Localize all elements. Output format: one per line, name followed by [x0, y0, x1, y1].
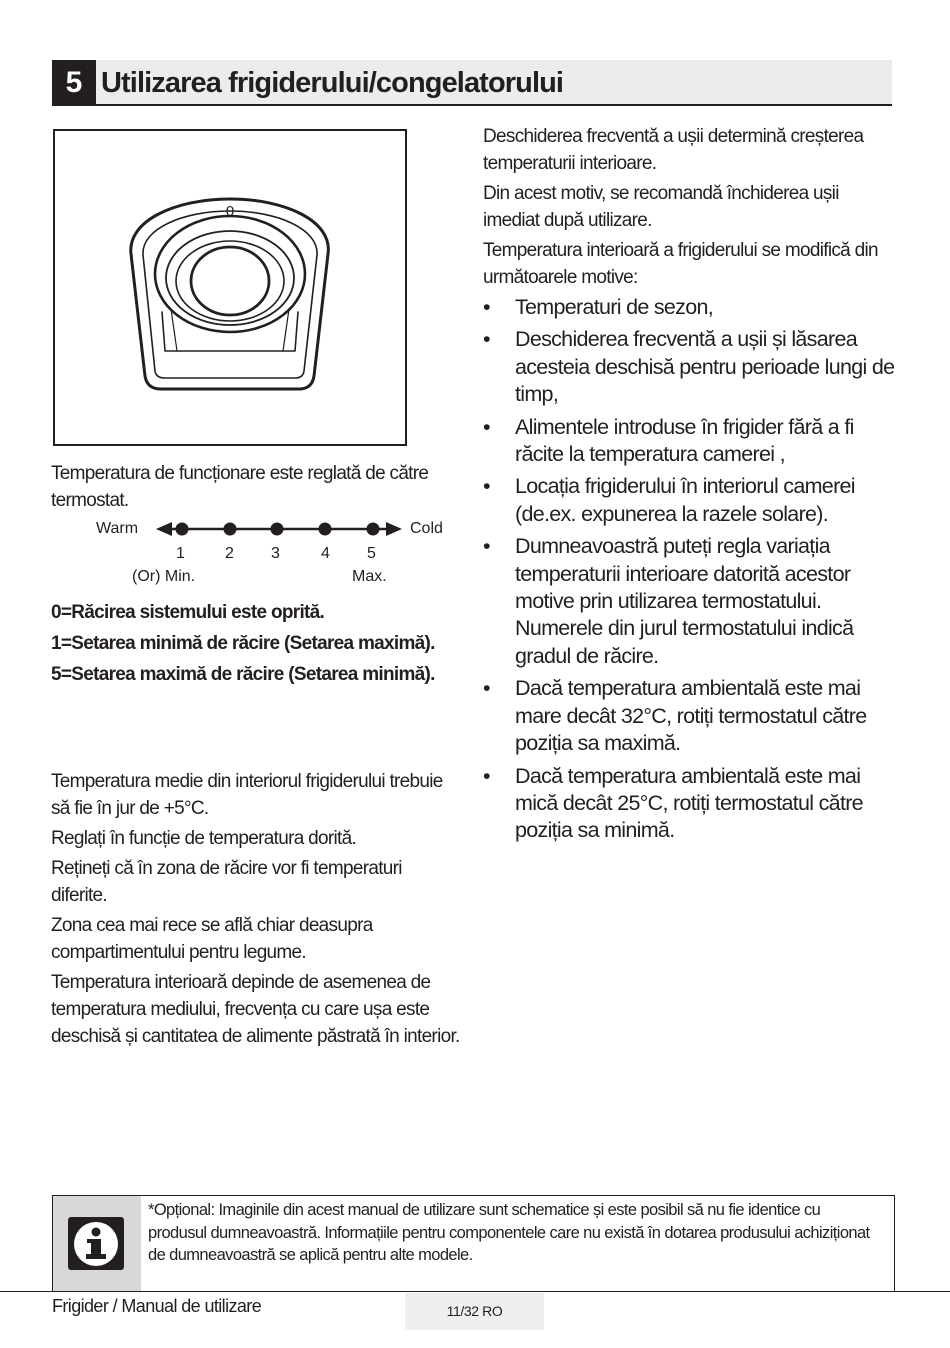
scale-tick-2: 2	[225, 545, 234, 562]
list-item: • Temperaturi de sezon,	[483, 294, 903, 321]
setting-definitions	[51, 600, 451, 693]
list-item: • Alimentele introduse în frigider fără a fi răcite la temperatura camerei ,	[483, 414, 854, 467]
bullet-icon: •	[483, 414, 490, 439]
thermostat-intro: Temperatura de funcționare este reglată de către termostat.	[51, 463, 429, 511]
bullet-icon: •	[483, 327, 490, 352]
scale-tick-1: 1	[176, 545, 185, 562]
section-number: 5	[52, 60, 96, 106]
definition-5: 5=Setarea maximă de răcire (Setarea minimă).	[51, 664, 435, 685]
scale-tick-5: 5	[367, 545, 376, 562]
paragraph: Temperatura interioară depinde de asemenea de temperatura mediului, frecvența cu care ușa este deschisă și cantitatea de alimente păstrată în interior.	[51, 972, 460, 1047]
scale-dot-2	[224, 523, 237, 536]
info-icon	[53, 1196, 141, 1291]
paragraph: Rețineți că în zona de răcire vor fi temperaturi diferite.	[51, 858, 402, 906]
warm-arrow-icon	[156, 522, 172, 536]
definition-0: 0=Răcirea sistemului este oprită.	[51, 602, 325, 623]
left-body-text	[51, 768, 461, 1053]
definition-1: 1=Setarea minimă de răcire (Setarea maximă).	[51, 633, 435, 654]
scale-min-label: (Or) Min.	[132, 568, 196, 585]
scale-tick-3: 3	[271, 545, 280, 562]
list-item: • Locația frigiderului în interiorul camerei (de.ex. expunerea la razele solare).	[483, 474, 855, 526]
paragraph: Din acest motiv, se recomandă închiderea ușii imediat după utilizare.	[483, 183, 839, 231]
thermostat-knob-illustration	[55, 131, 405, 444]
paragraph: Deschiderea frecventă a ușii determină creșterea temperaturii interioare.	[483, 126, 864, 174]
note-icon-area	[53, 1196, 141, 1291]
temperature-scale	[90, 514, 460, 588]
paragraph: Reglați în funcție de temperatura dorită.	[51, 828, 357, 849]
bullet-icon: •	[483, 676, 490, 701]
footer-divider	[0, 1291, 950, 1292]
paragraph: Zona cea mai rece se află chiar deasupra compartimentului pentru legume.	[51, 915, 373, 963]
info-note	[52, 1195, 895, 1292]
scale-max-label: Max.	[352, 568, 387, 585]
paragraph: Temperatura interioară a frigiderului se modifică din următoarele motive:	[483, 240, 878, 288]
paragraph: Temperatura medie din interiorul frigiderului trebuie să fie în jur de +5°C.	[51, 771, 443, 819]
scale-dot-4	[319, 523, 332, 536]
scale-dot-3	[271, 523, 284, 536]
bullet-icon: •	[483, 295, 490, 319]
bullet-icon: •	[483, 534, 490, 559]
note-text: *Opțional: Imaginile din acest manual de utilizare sunt schematice și este posibil să nu fie identice cu produsul dumneavoastră. Informațiile pentru componentele care nu există în dotarea produsului achiziționat de dumneavoastră se aplică pentru alte modele.	[148, 1201, 870, 1264]
list-item: • Dacă temperatura ambientală este mai mare decât 32°C, rotiți termostatul către poziția sa maximă.	[483, 676, 867, 756]
warm-label: Warm	[96, 520, 139, 537]
page-number: 11/32 RO	[405, 1293, 544, 1330]
bullet-icon: •	[483, 763, 490, 788]
scale-line	[90, 514, 460, 544]
cold-arrow-icon	[386, 522, 402, 536]
scale-dot-5	[367, 523, 380, 536]
cold-label: Cold	[410, 520, 443, 537]
list-item: • Dacă temperatura ambientală este mai mică decât 25°C, rotiți termostatul către poziția sa minimă.	[483, 763, 863, 843]
list-item: • Dumneavoastră puteți regla variația temperaturii interioare datorită acestor motive prin utilizarea termostatului. Numerele din jurul termostatului indică gradul de răcire.	[483, 534, 854, 668]
scale-tick-4: 4	[321, 545, 330, 562]
reasons-bullet-list	[483, 294, 903, 850]
footer-title: Frigider / Manual de utilizare	[52, 1296, 262, 1316]
scale-dot-1	[176, 523, 189, 536]
list-item: • Deschiderea frecventă a ușii și lăsarea acesteia deschisă pentru perioade lungi de timp,	[483, 327, 895, 407]
dial-zero-mark: 0	[225, 203, 235, 220]
bullet-icon: •	[483, 474, 490, 499]
right-intro-text	[483, 123, 893, 294]
page-title: Utilizarea frigiderului/congelatorului	[101, 67, 564, 99]
thermostat-figure	[53, 129, 407, 446]
